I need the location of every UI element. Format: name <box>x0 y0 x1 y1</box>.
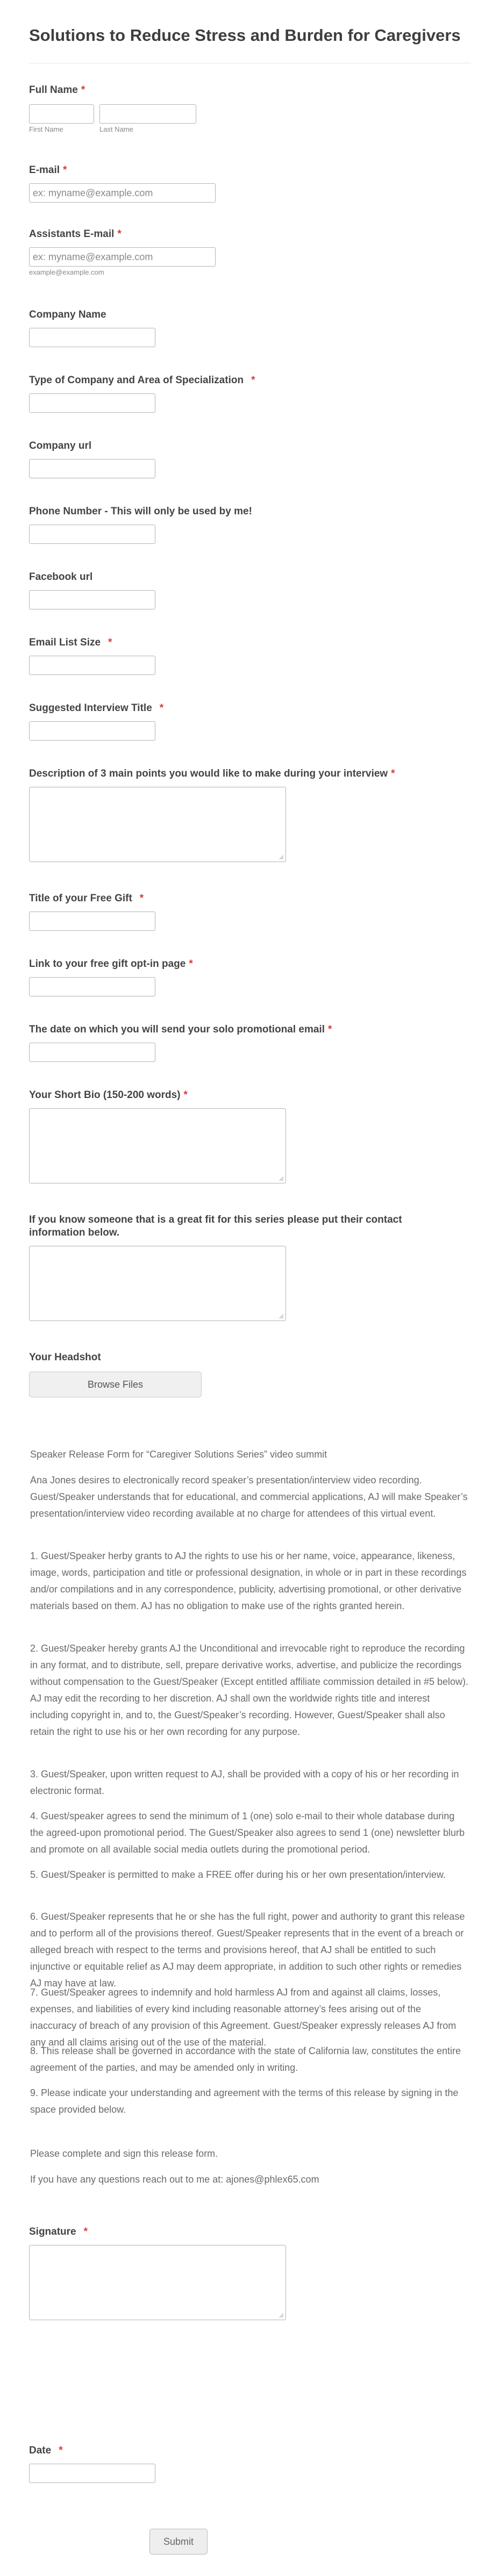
referral-field <box>29 1214 438 1321</box>
first-name-sublabel: First Name <box>29 125 63 133</box>
submit-button[interactable]: Submit <box>149 2529 208 2555</box>
date-label: Date <box>29 2445 52 2456</box>
closing-instruction: Please complete and sign this release form. <box>30 2148 218 2159</box>
release-heading: Speaker Release Form for “Caregiver Solutions Series” video summit <box>30 1449 327 1460</box>
free-gift-title-field <box>29 892 471 931</box>
release-clause-5: 5. Guest/Speaker is permitted to make a FREE offer during his or her own presentation/interview. <box>30 1869 446 1880</box>
signature-label: Signature <box>29 2226 76 2237</box>
referral-textarea[interactable] <box>29 1246 286 1321</box>
release-clause-4: 4. Guest/speaker agrees to send the minimum of 1 (one) solo e-mail to their whole database during the agreed-upon promotional period. The Guest/Speaker also agrees to send 1 (one) newsletter blurb and promote on all available social media outlets during the promotional period. <box>30 1811 465 1855</box>
date-field <box>29 2444 471 2483</box>
company-type-label: Type of Company and Area of Specialization <box>29 375 244 386</box>
first-name-input[interactable] <box>29 104 94 124</box>
short-bio-label: Your Short Bio (150-200 words) <box>29 1089 181 1101</box>
required-mark: * <box>83 2226 88 2237</box>
required-mark: * <box>328 1024 332 1035</box>
last-name-sublabel: Last Name <box>99 125 133 133</box>
facebook-field <box>29 571 471 609</box>
main-points-textarea[interactable] <box>29 787 286 862</box>
free-gift-title-input[interactable] <box>29 912 155 931</box>
company-url-field <box>29 440 471 478</box>
required-mark: * <box>183 1089 188 1101</box>
required-mark: * <box>139 893 144 904</box>
company-url-label: Company url <box>29 440 92 451</box>
company-name-label: Company Name <box>29 309 106 320</box>
required-mark: * <box>117 228 122 240</box>
company-name-input[interactable] <box>29 328 155 347</box>
promo-date-field <box>29 1023 471 1062</box>
resize-grip-icon[interactable] <box>278 1176 284 1181</box>
assistant-email-sublabel: example@example.com <box>29 268 104 276</box>
browse-files-button[interactable]: Browse Files <box>29 1372 202 1397</box>
short-bio-textarea[interactable] <box>29 1108 286 1183</box>
email-list-size-label: Email List Size <box>29 637 101 648</box>
main-points-label: Description of 3 main points you would like to make during your interview <box>29 768 388 779</box>
last-name-input[interactable] <box>99 104 196 124</box>
company-name-field <box>29 308 471 347</box>
required-mark: * <box>63 164 67 176</box>
required-mark: * <box>108 637 112 648</box>
free-gift-link-label: Link to your free gift opt-in page <box>29 958 186 970</box>
release-clause-1: 1. Guest/Speaker herby grants to AJ the rights to use his or her name, voice, appearance, likeness, image, words, participation and title or professional designation, in whole or in part in these recordings and/or compilations and in any correspondence, publicity, advertising promotional, or other derivative materials based on them. AJ has no obligation to make use of the rights granted herein. <box>30 1551 467 1611</box>
required-mark: * <box>251 375 255 386</box>
referral-label: If you know someone that is a great fit for this series please put their contact information below. <box>29 1214 402 1238</box>
required-mark: * <box>159 702 164 714</box>
signature-field <box>29 2226 471 2320</box>
assistant-email-input[interactable] <box>29 247 216 267</box>
interview-title-input[interactable] <box>29 721 155 741</box>
email-list-size-field <box>29 636 471 675</box>
company-type-input[interactable] <box>29 393 155 413</box>
release-clause-6: 6. Guest/Speaker represents that he or she has the full right, power and authority to grant this release and to perform all of the provisions thereof. Guest/Speaker represents that in the event of a breach or alleged breach with respect to the terms and provisions hereof, that AJ shall be entitled to such injunctive or equitable relief as AJ may deem appropriate, in addition to such other rights or remedies AJ may have at law. <box>30 1911 465 1989</box>
release-clause-9: 9. Please indicate your understanding and agreement with the terms of this release by signing in the space provided below. <box>30 2087 459 2115</box>
contact-line: If you have any questions reach out to me at: ajones@phlex65.com <box>30 2174 319 2185</box>
resize-grip-icon[interactable] <box>278 855 284 860</box>
required-mark: * <box>189 958 193 970</box>
assistant-email-field <box>29 228 471 276</box>
form-title: Solutions to Reduce Stress and Burden for Caregivers <box>29 26 461 45</box>
headshot-field <box>29 1351 471 1397</box>
interview-title-label: Suggested Interview Title <box>29 702 152 714</box>
interview-title-field <box>29 702 471 741</box>
full-name-field <box>29 84 471 133</box>
phone-field <box>29 505 471 544</box>
email-input[interactable] <box>29 183 216 203</box>
email-label: E-mail <box>29 164 60 176</box>
release-intro: Ana Jones desires to electronically record speaker’s presentation/interview video recording. Guest/Speaker understands that for educational, and commercial applications, AJ will make Speaker’s presentation/interview video recording available at no charge for attendees of this virtual event. <box>30 1475 468 1519</box>
date-input[interactable] <box>29 2464 155 2483</box>
free-gift-link-input[interactable] <box>29 977 155 996</box>
facebook-label: Facebook url <box>29 571 93 583</box>
release-clause-2: 2. Guest/Speaker hereby grants AJ the Unconditional and irrevocable right to reproduce the recording in any format, and to distribute, sell, prepare derivative works, advertise, and publicize the recordings without compensation to the Guest/Speaker (Except entitled affiliate commission detailed in #5 below). AJ may edit the recording to her discretion. AJ shall own the worldwide rights title and interest including copyright in, and to, the Guest/Speaker’s recording. However, Guest/Speaker shall also retain the right to use his or her own recording for any purpose. <box>30 1643 469 1737</box>
required-mark: * <box>81 84 85 96</box>
company-type-field <box>29 374 471 413</box>
signature-pad[interactable] <box>29 2245 286 2320</box>
main-points-field <box>29 767 471 862</box>
phone-label: Phone Number - This will only be used by me! <box>29 506 252 517</box>
headshot-label: Your Headshot <box>29 1352 101 1363</box>
facebook-url-input[interactable] <box>29 590 155 609</box>
release-clause-8: 8. This release shall be governed in accordance with the state of California law, constitutes the entire agreement of the parties, and may be amended only in writing. <box>30 2046 461 2073</box>
email-list-size-input[interactable] <box>29 656 155 675</box>
assistant-email-label: Assistants E-mail <box>29 228 115 240</box>
resize-grip-icon[interactable] <box>278 1314 284 1319</box>
full-name-label: Full Name <box>29 84 78 96</box>
required-mark: * <box>59 2445 63 2456</box>
resize-grip-icon[interactable] <box>278 2313 284 2318</box>
phone-input[interactable] <box>29 525 155 544</box>
promo-date-input[interactable] <box>29 1043 155 1062</box>
short-bio-field <box>29 1089 471 1183</box>
free-gift-title-label: Title of your Free Gift <box>29 893 132 904</box>
free-gift-link-field <box>29 958 471 996</box>
promo-date-label: The date on which you will send your solo promotional email <box>29 1024 325 1035</box>
release-clause-3: 3. Guest/Speaker, upon written request to AJ, shall be provided with a copy of his or her recording in electronic format. <box>30 1769 459 1796</box>
required-mark: * <box>391 768 395 779</box>
email-field <box>29 164 471 203</box>
release-clause-7: 7. Guest/Speaker agrees to indemnify and hold harmless AJ from and against all claims, losses, expenses, and liabilities of every kind including reasonable attorney’s fees arising out of the inaccuracy of breach of any provision of this Agreement. Guest/Speaker expressly releases AJ from any and all claims arising out of the use of the material. <box>30 1987 456 2048</box>
company-url-input[interactable] <box>29 459 155 478</box>
